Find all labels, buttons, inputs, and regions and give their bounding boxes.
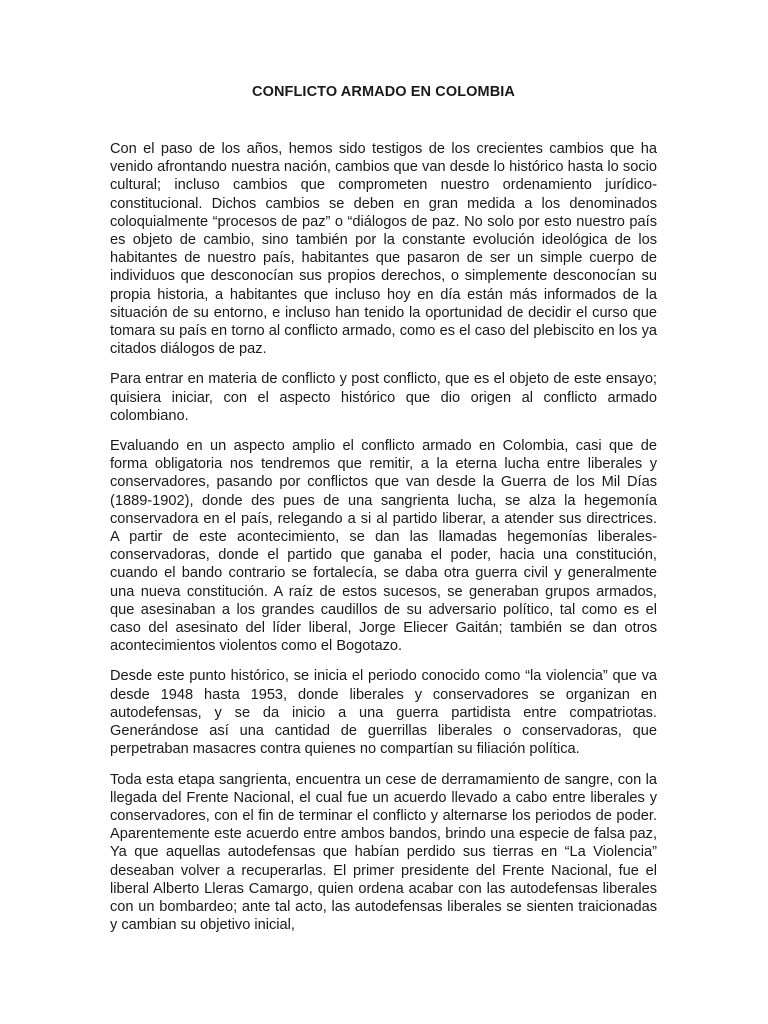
paragraph-1: Con el paso de los años, hemos sido testigos de los crecientes cambios que ha venido afrontando nuestra nación, cambios que van desde lo histórico hasta lo socio cultural; incluso cambios que comprometen nuestro ordenamiento jurídico-constitucional. Dichos cambios se deben en gran medida a los denominados coloquialmente “procesos de paz” o “diálogos de paz. No solo por esto nuestro país es objeto de cambio, sino también por la constante evolución ideológica de los habitantes de nuestro país, habitantes que pasaron de ser un simple cuerpo de individuos que desconocían sus propios derechos, o simplemente desconocían su propia historia, a habitantes que incluso hoy en día están más informados de la situación de su entorno, e incluso han tenido la oportunidad de decidir el curso que tomara su país en torno al conflicto armado, como es el caso del plebiscito en los ya citados diálogos de paz. xyxy=(110,141,657,358)
document-title: CONFLICTO ARMADO EN COLOMBIA xyxy=(252,84,515,100)
paragraph-5: Toda esta etapa sangrienta, encuentra un cese de derramamiento de sangre, con la llegada del Frente Nacional, el cual fue un acuerdo llevado a cabo entre liberales y conservadores, con el fin de terminar el conflicto y alternarse los periodos de poder. Aparentemente este acuerdo entre ambos bandos, brindo una especie de falsa paz, Ya que aquellas autodefensas que habían perdido sus tierras en “La Violencia” deseaban volver a recuperarlas. El primer presidente del Frente Nacional, fue el liberal Alberto Lleras Camargo, quien ordena acabar con las autodefensas liberales con un bombardeo; ante tal acto, las autodefensas liberales se sienten traicionadas y cambian su objetivo inicial, xyxy=(110,771,657,934)
document-page xyxy=(110,84,657,946)
paragraph-3: Evaluando en un aspecto amplio el conflicto armado en Colombia, casi que de forma obligatoria nos tendremos que remitir, a la eterna lucha entre liberales y conservadores, pasando por conflictos que van desde la Guerra de los Mil Días (1889-1902), donde des pues de una sangrienta lucha, se alza la hegemonía conservadora en el país, relegando a si al partido liberar, a atender sus directrices. A partir de este acontecimiento, se dan las llamadas hegemonías liberales-conservadoras, donde el partido que ganaba el poder, hacia una constitución, cuando el bando contrario se fortalecía, se daba otra guerra civil y generalmente una nueva constitución. A raíz de estos sucesos, se generaban grupos armados, que asesinaban a los grandes caudillos de su adversario político, tal como es el caso del asesinato del líder liberal, Jorge Eliecer Gaitán; también se dan otros acontecimientos violentos como el Bogotazo. xyxy=(110,438,657,655)
paragraph-4: Desde este punto histórico, se inicia el periodo conocido como “la violencia” que va desde 1948 hasta 1953, donde liberales y conservadores se organizan en autodefensas, y se da inicio a una guerra partidista entre compatriotas. Generándose así una cantidad de guerrillas liberales o conservadoras, que perpetraban masacres contra quienes no compartían su filiación política. xyxy=(110,668,657,758)
paragraph-2: Para entrar en materia de conflicto y post conflicto, que es el objeto de este ensayo; quisiera iniciar, con el aspecto histórico que dio origen al conflicto armado colombiano. xyxy=(110,371,657,424)
